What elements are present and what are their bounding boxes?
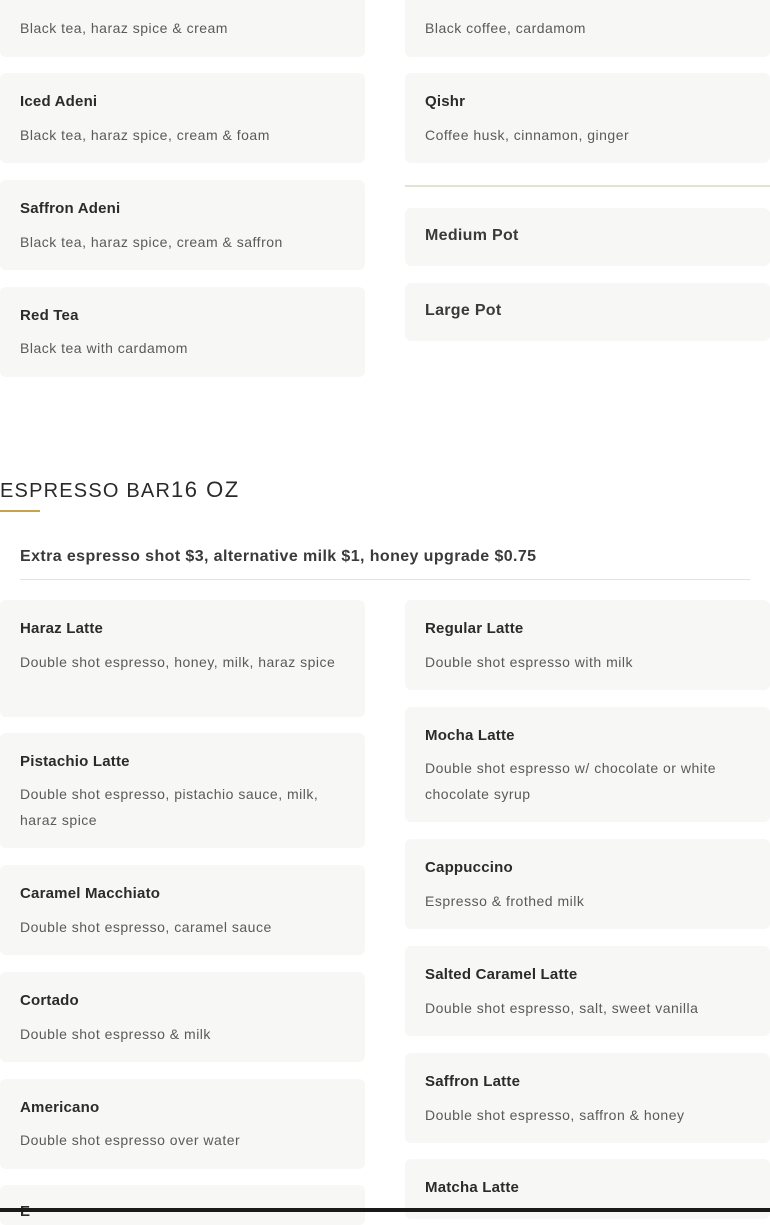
- menu-item-name: Red Tea: [20, 307, 79, 324]
- menu-item-card[interactable]: [405, 707, 770, 822]
- menu-item-name: Regular Latte: [425, 620, 524, 637]
- pot-size-card[interactable]: [405, 208, 770, 266]
- menu-item-description: Black tea with cardamom: [20, 340, 188, 356]
- menu-item-description: Black coffee, cardamom: [425, 20, 586, 36]
- pot-size-name: Large Pot: [425, 302, 502, 319]
- menu-item-name: Cortado: [20, 992, 79, 1009]
- menu-item-card[interactable]: [0, 865, 365, 955]
- menu-item-description: Black tea, haraz spice & cream: [20, 20, 228, 36]
- menu-item-card[interactable]: [0, 1185, 365, 1225]
- menu-item-name: Mocha Latte: [425, 727, 515, 744]
- menu-item-description: Double shot espresso & milk: [20, 1026, 211, 1042]
- menu-item-name: Caramel Macchiato: [20, 885, 161, 902]
- menu-item-name: Haraz Latte: [20, 620, 104, 637]
- menu-item-name: Qishr: [425, 93, 466, 110]
- menu-item-name: Americano: [20, 1099, 100, 1116]
- menu-item-card[interactable]: [405, 839, 770, 929]
- menu-item-card[interactable]: [405, 0, 770, 57]
- menu-item-card[interactable]: [0, 600, 365, 717]
- menu-item-description: Double shot espresso w/ chocolate or white chocolate syrup: [425, 760, 717, 802]
- menu-item-card[interactable]: [405, 73, 770, 163]
- menu-item-card[interactable]: [0, 73, 365, 163]
- menu-item-name: Saffron Adeni: [20, 200, 121, 217]
- pricing-note: Extra espresso shot $3, alternative milk $1, honey upgrade $0.75: [20, 548, 537, 565]
- menu-item-name: Salted Caramel Latte: [425, 966, 578, 983]
- menu-item-description: Espresso & frothed milk: [425, 893, 585, 909]
- menu-item-name: Matcha Latte: [425, 1179, 520, 1196]
- menu-item-description: Black tea, haraz spice, cream & saffron: [20, 234, 283, 250]
- menu-item-card[interactable]: [0, 1079, 365, 1169]
- menu-item-description: Black tea, haraz spice, cream & foam: [20, 127, 270, 143]
- section-size: 16 OZ: [171, 477, 240, 502]
- menu-item-card[interactable]: [405, 1053, 770, 1143]
- menu-item-name: Pistachio Latte: [20, 753, 130, 770]
- menu-item-card[interactable]: [0, 180, 365, 270]
- section-title: ESPRESSO BAR: [0, 480, 172, 502]
- menu-item-card[interactable]: [0, 287, 365, 377]
- menu-item-card[interactable]: [0, 0, 365, 57]
- section-divider: [405, 185, 770, 187]
- pot-size-name: Medium Pot: [425, 227, 519, 244]
- bottom-bar: [0, 1208, 770, 1212]
- menu-item-description: Coffee husk, cinnamon, ginger: [425, 127, 630, 143]
- menu-item-card[interactable]: [0, 733, 365, 848]
- menu-item-card[interactable]: [405, 600, 770, 690]
- menu-item-name: Cappuccino: [425, 859, 513, 876]
- note-divider: [20, 579, 750, 580]
- menu-item-description: Double shot espresso with milk: [425, 654, 633, 670]
- menu-item-name: Iced Adeni: [20, 93, 98, 110]
- pot-size-card[interactable]: [405, 283, 770, 341]
- menu-item-description: Double shot espresso, pistachio sauce, milk, haraz spice: [20, 786, 319, 828]
- menu-item-card[interactable]: [0, 972, 365, 1062]
- menu-item-description: Double shot espresso over water: [20, 1132, 241, 1148]
- menu-item-description: Double shot espresso, honey, milk, haraz spice: [20, 654, 336, 670]
- menu-item-description: Double shot espresso, saffron & honey: [425, 1107, 685, 1123]
- menu-item-description: Double shot espresso, caramel sauce: [20, 919, 272, 935]
- title-underline: [0, 510, 40, 512]
- menu-item-description: Double shot espresso, salt, sweet vanilla: [425, 1000, 699, 1016]
- menu-item-card[interactable]: [405, 946, 770, 1036]
- menu-item-name: Saffron Latte: [425, 1073, 521, 1090]
